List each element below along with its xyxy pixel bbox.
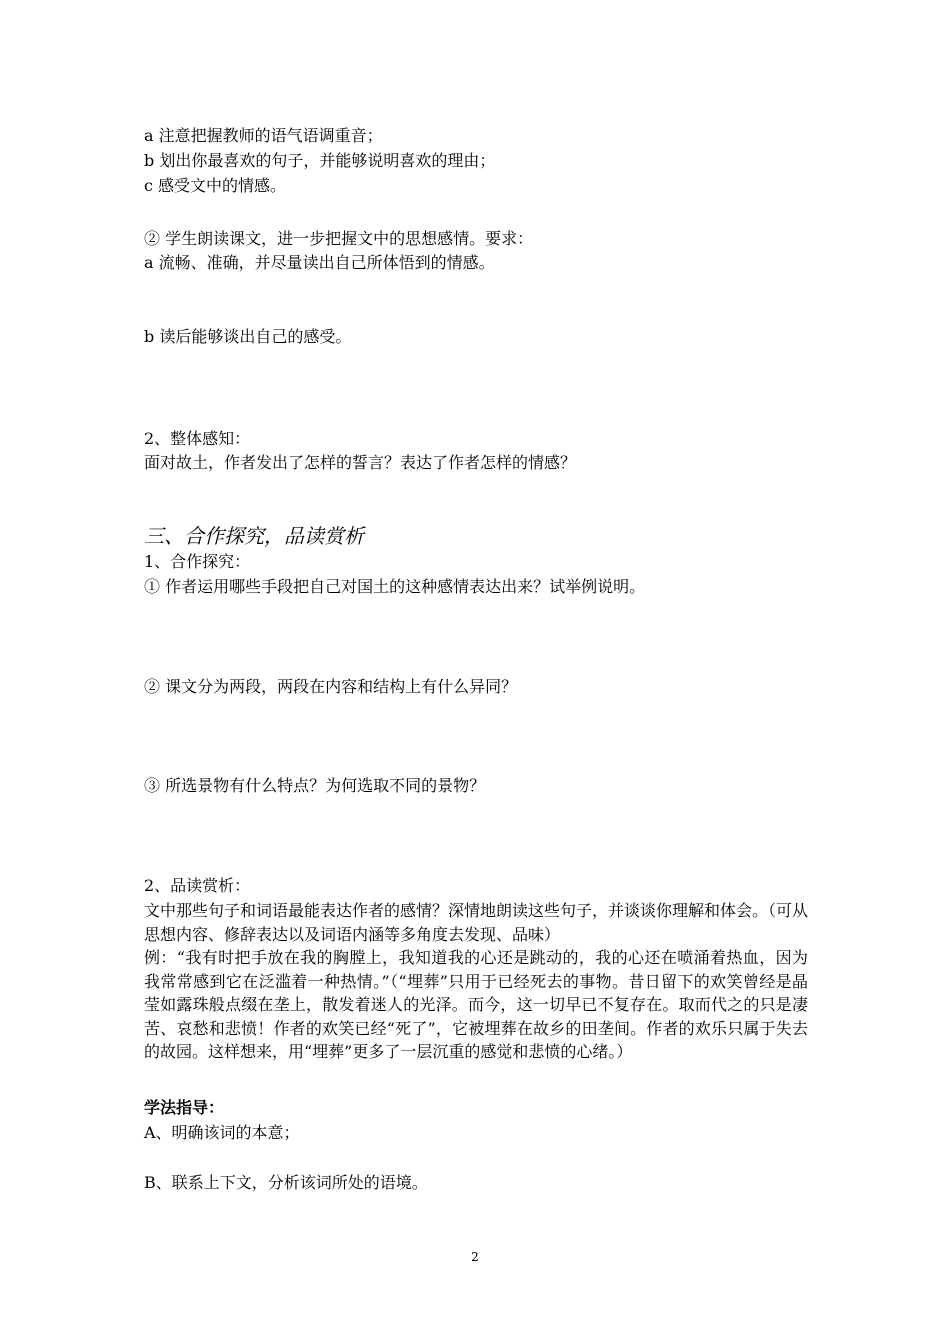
student-reading-step: ② 学生朗读课文，进一步把握文中的思想感情。要求：	[144, 229, 534, 248]
method-guide-title: 学法指导：	[144, 1098, 225, 1117]
reading-req-a: a 注意把握教师的语气语调重音；	[144, 126, 383, 145]
cooperative-inquiry-title: 1、合作探究：	[144, 552, 251, 571]
inquiry-question-1: ① 作者运用哪些手段把自己对国土的这种感情表达出来？试举例说明。	[144, 577, 646, 596]
reading-req-b: b 划出你最喜欢的句子，并能够说明喜欢的理由；	[144, 151, 496, 170]
page-number: 2	[471, 1250, 479, 1264]
overall-perception-title: 2、整体感知：	[144, 429, 251, 448]
inquiry-question-3: ③ 所选景物有什么特点？为何选取不同的景物？	[144, 776, 486, 795]
appreciation-title: 2、品读赏析：	[144, 876, 251, 895]
overall-perception-question: 面对故土，作者发出了怎样的誓言？表达了作者怎样的情感？	[144, 453, 577, 472]
appreciation-instruction: 文中那些句子和词语最能表达作者的感情？深情地朗读这些句子，并谈谈你理解和体会。（可从思想内容、修辞表达以及词语内涵等多角度去发现、品味）	[144, 901, 809, 944]
method-step-a: A、明确该词的本意；	[144, 1123, 300, 1142]
student-req-a: a 流畅、准确，并尽量读出自己所体悟到的情感。	[144, 253, 495, 272]
appreciation-body	[144, 899, 808, 1064]
inquiry-question-2: ② 课文分为两段，两段在内容和结构上有什么异同？	[144, 677, 518, 696]
method-step-b: B、联系上下文，分析该词所处的语境。	[144, 1173, 428, 1192]
reading-req-c: c 感受文中的情感。	[144, 176, 287, 195]
student-req-b: b 读后能够谈出自己的感受。	[144, 327, 352, 346]
appreciation-example: 例：“我有时把手放在我的胸膛上，我知道我的心还是跳动的，我的心还在喷涌着热血，因为我常常感到它在泛滥着一种热情。”（“埋葬”只用于已经死去的事物。昔日留下的欢笑曾经是晶莹如露珠般点缀在垄上，散发着迷人的光泽。而今，这一切早已不复存在。取而代之的只是凄苦、哀愁和悲愤！作者的欢笑已经“死了”，它被埋葬在故乡的田垄间。作者的欢乐只属于失去的故园。这样想来，用“埋葬”更多了一层沉重的感觉和悲愤的心绪。）	[144, 948, 808, 1061]
section-heading: 三、合作探究，品读赏析	[144, 524, 364, 548]
